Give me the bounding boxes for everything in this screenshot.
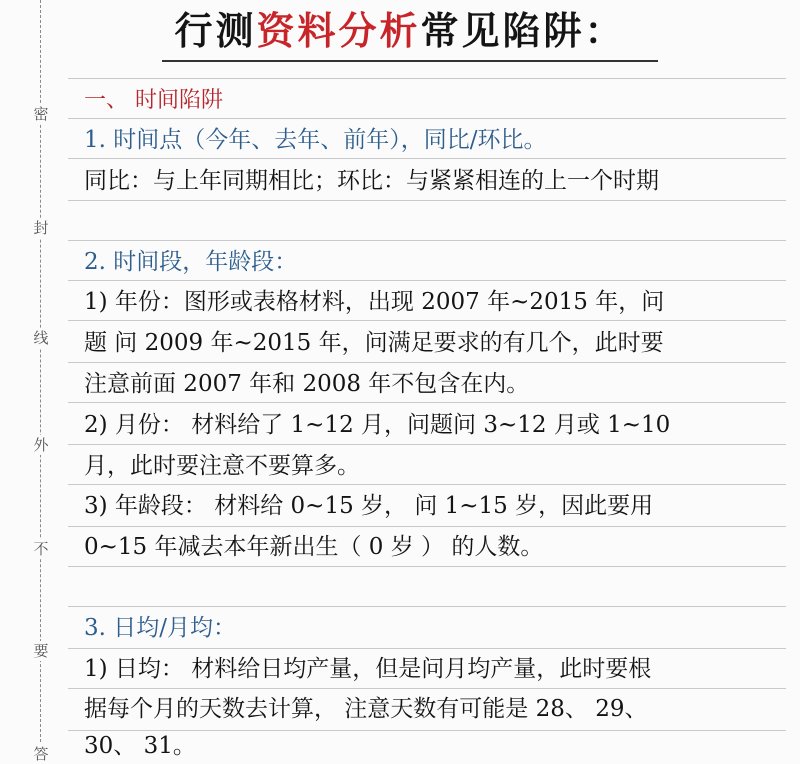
body-line: 据每个月的天数去计算， 注意天数有可能是 28、 29、: [84, 696, 648, 722]
title-highlight: 资料分析: [256, 8, 421, 53]
ruled-line: [68, 362, 786, 363]
title-part-1: 行测: [174, 8, 257, 53]
body-line: 30、 31。: [84, 733, 196, 759]
ruled-line: [68, 444, 786, 445]
ruled-line: [68, 280, 786, 281]
ruled-line: [68, 78, 786, 79]
ruled-line: [68, 200, 786, 201]
ruled-line: [68, 566, 786, 567]
title-part-3: 常见陷阱：: [420, 8, 626, 53]
body-line: 1) 日均： 材料给日均产量，但是问月均产量，此时要根: [84, 656, 652, 682]
subheading-time-point: 1. 时间点（今年、去年、前年），同比/环比。: [84, 127, 547, 153]
margin-char-6: 要: [29, 641, 53, 661]
body-line: 1) 年份：图形或表格材料，出现 2007 年~2015 年，问: [84, 289, 665, 315]
page-title: [0, 6, 800, 56]
margin-char-3: 线: [29, 328, 53, 348]
subheading-time-period: 2. 时间段，年龄段：: [84, 249, 298, 275]
body-line: 0~15 年减去本年新出生（ 0 岁 ） 的人数。: [84, 534, 544, 560]
ruled-line: [68, 606, 786, 607]
body-line: 月，此时要注意不要算多。: [84, 453, 360, 479]
ruled-line: [68, 526, 786, 527]
ruled-line: [68, 320, 786, 321]
margin-char-4: 外: [29, 435, 53, 455]
margin-char-5: 不: [29, 539, 53, 559]
ruled-line: [68, 158, 786, 159]
ruled-line: [68, 688, 786, 689]
ruled-line: [68, 240, 786, 241]
body-line: 2) 月份： 材料给了 1~12 月，问题问 3~12 月或 1~10: [84, 412, 671, 438]
subheading-daily-monthly-average: 3. 日均/月均：: [84, 615, 237, 641]
ruled-line: [68, 648, 786, 649]
ruled-line: [68, 118, 786, 119]
margin-char-1: 密: [29, 104, 53, 124]
body-line: 3) 年龄段： 材料给 0~15 岁， 问 1~15 岁，因此要用: [84, 493, 654, 519]
body-line: 注意前面 2007 年和 2008 年不包含在内。: [84, 371, 530, 397]
title-underline: [162, 60, 658, 62]
ruled-line: [68, 484, 786, 485]
body-line: 题 问 2009 年~2015 年，问满足要求的有几个，此时要: [84, 330, 664, 356]
ruled-line: [68, 402, 786, 403]
section-heading-time-trap: 一、 时间陷阱: [84, 88, 223, 113]
margin-char-2: 封: [29, 218, 53, 238]
margin-char-7: 答: [29, 744, 53, 764]
body-line: 同比：与上年同期相比；环比：与紧紧相连的上一个时期: [84, 168, 659, 194]
